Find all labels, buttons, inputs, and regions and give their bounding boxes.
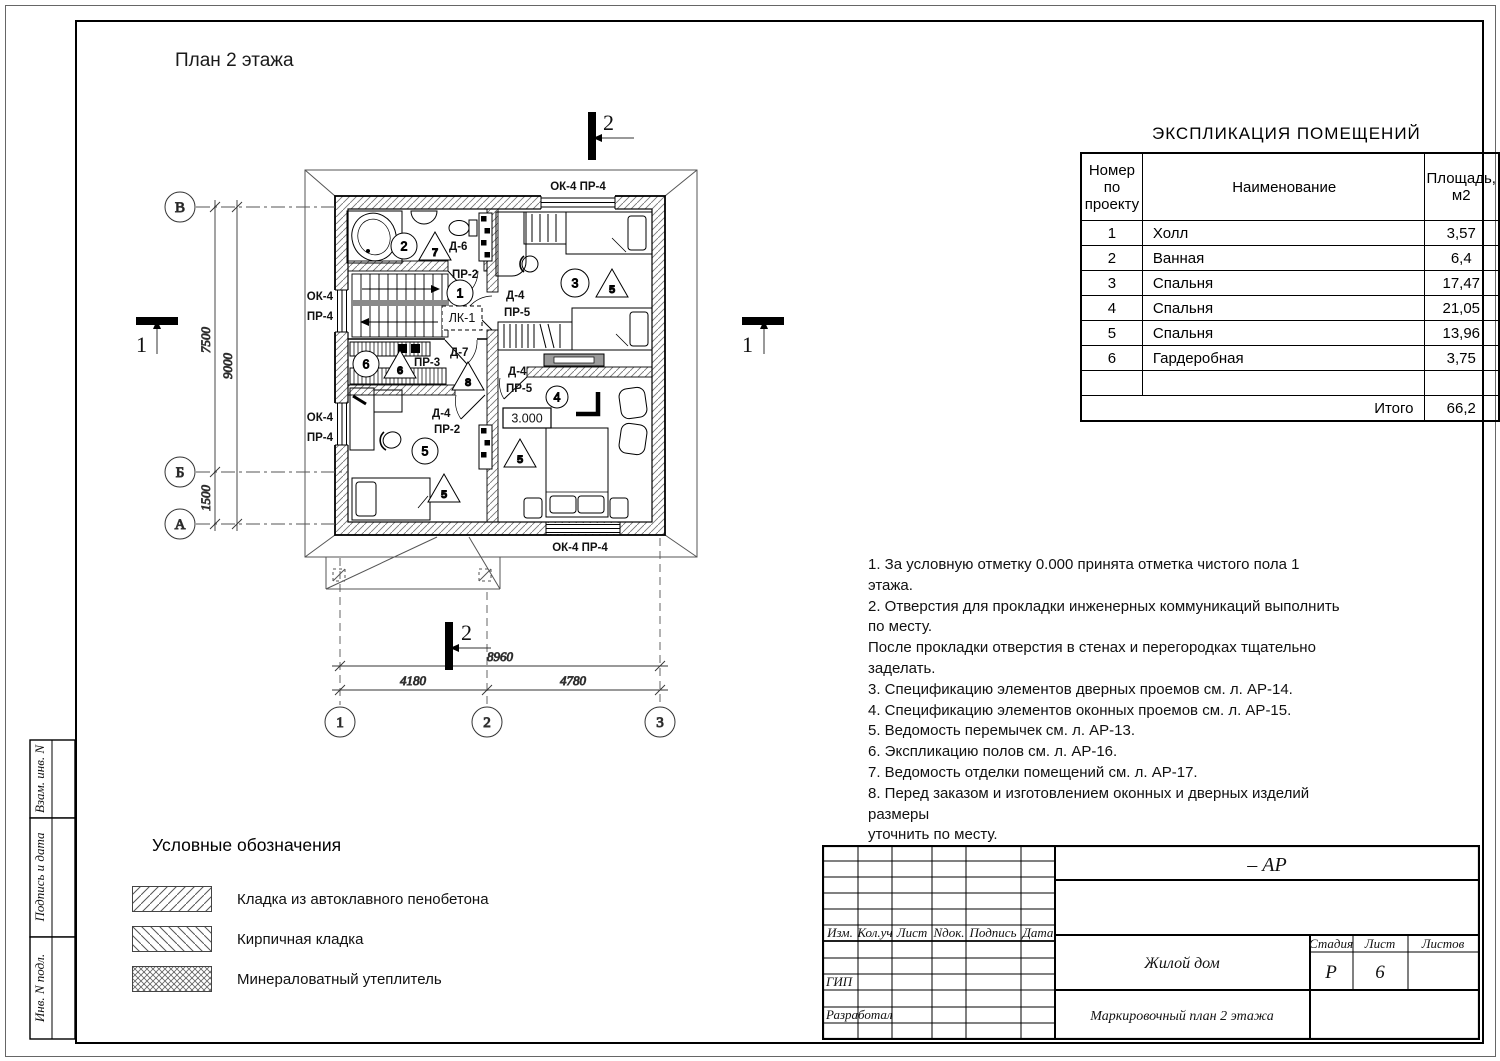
stage-label: Стадия bbox=[1308, 936, 1354, 951]
note-line: 1. За условную отметку 0.000 принята отметка чистого пола 1 этажа. bbox=[868, 556, 1300, 594]
table-row bbox=[1081, 321, 1499, 346]
note-line: 4. Спецификацию элементов оконных проемов см. л. АР-15. bbox=[868, 701, 1292, 719]
total-value: 66,2 bbox=[1424, 396, 1499, 422]
lintel-label: ПР-2 bbox=[452, 269, 479, 281]
total-label: Итого bbox=[1081, 396, 1424, 422]
lintel-label: ПР-2 bbox=[434, 424, 461, 436]
lintel-label: ПР-4 bbox=[306, 311, 333, 323]
table-total-row bbox=[1081, 396, 1499, 422]
floor-type: 8 bbox=[464, 377, 472, 389]
document-code: – АР bbox=[1247, 854, 1287, 876]
dim-7500: 7500 bbox=[198, 327, 213, 353]
room-number: 2 bbox=[400, 239, 408, 254]
note-line: 3. Спецификацию элементов дверных проемов см. л. АР-14. bbox=[868, 680, 1293, 698]
cell-number: 3 bbox=[1081, 271, 1142, 296]
table-header-row bbox=[1081, 153, 1499, 221]
note-line: 5. Ведомость перемычек см. л. АР-13. bbox=[868, 722, 1136, 740]
bed bbox=[572, 308, 652, 350]
toilet-tank bbox=[469, 220, 477, 236]
sheets-label: Листов bbox=[1421, 936, 1465, 951]
cell-area: 13,96 bbox=[1424, 321, 1499, 346]
lintel-label: ПР-5 bbox=[504, 307, 531, 319]
armchair bbox=[618, 422, 648, 455]
note-line: 7. Ведомость отделки помещений см. л. АР-17. bbox=[868, 763, 1198, 781]
window-bottom bbox=[546, 522, 620, 535]
lintel-label: ПР-5 bbox=[506, 383, 533, 395]
dim-1500: 1500 bbox=[198, 485, 213, 511]
axis-label: Б bbox=[175, 465, 185, 481]
note-line: После прокладки отверстия в стенах и перегородках тщательно заделать. bbox=[868, 639, 1316, 677]
role-developer: Разработал bbox=[826, 1007, 893, 1022]
page-title: План 2 этажа bbox=[175, 50, 294, 71]
document-title: Маркировочный план 2 этажа bbox=[1090, 1009, 1274, 1024]
bathtub bbox=[346, 207, 403, 266]
stamp-inv-podl: Инв. N подл. bbox=[32, 953, 47, 1023]
cell-area bbox=[1424, 371, 1499, 396]
section-number: 1 bbox=[136, 332, 147, 357]
window-label: ОК-4 ПР-4 bbox=[550, 181, 606, 193]
col-header-area: Площадь, м2 bbox=[1424, 153, 1499, 221]
clothes-rack bbox=[498, 322, 572, 350]
axis-label: А bbox=[174, 517, 186, 533]
room-number: 5 bbox=[421, 444, 429, 459]
table-row bbox=[1081, 296, 1499, 321]
cell-name: Холл bbox=[1142, 221, 1424, 246]
section-number: 2 bbox=[461, 620, 472, 645]
cell-area: 3,75 bbox=[1424, 346, 1499, 371]
sheet-label: Лист bbox=[1364, 936, 1396, 951]
legend-item-label: Минераловатный утеплитель bbox=[237, 971, 442, 988]
cell-name: Спальня bbox=[1142, 271, 1424, 296]
cell-name: Ванная bbox=[1142, 246, 1424, 271]
dim-9000: 9000 bbox=[220, 353, 235, 379]
door-label: Д-4 bbox=[508, 366, 527, 378]
stamp-vzam-inv: Взам. инв. N bbox=[32, 744, 47, 814]
double-bed bbox=[546, 428, 608, 517]
legend-item-label: Кирпичная кладка bbox=[237, 931, 364, 948]
bed bbox=[566, 212, 652, 254]
door-label: Д-6 bbox=[449, 241, 468, 253]
floor-type: 5 bbox=[608, 284, 616, 296]
hatch-swatch-mineral-wool bbox=[132, 966, 212, 992]
project-name: Жилой дом bbox=[1144, 955, 1220, 972]
dim-4780: 4780 bbox=[560, 673, 586, 688]
floor-type: 5 bbox=[440, 489, 448, 501]
room-number: 4 bbox=[553, 390, 561, 405]
cell-number: 4 bbox=[1081, 296, 1142, 321]
legend-title: Условные обозначения bbox=[152, 835, 342, 855]
window-left-2 bbox=[334, 403, 350, 445]
cell-number: 2 bbox=[1081, 246, 1142, 271]
door-label: Д-4 bbox=[506, 290, 525, 302]
general-notes bbox=[868, 555, 1348, 846]
table-row bbox=[1081, 221, 1499, 246]
nightstand bbox=[610, 498, 628, 518]
cell-area: 21,05 bbox=[1424, 296, 1499, 321]
cell-number: 1 bbox=[1081, 221, 1142, 246]
sheet-number: 6 bbox=[1375, 962, 1385, 983]
stairs bbox=[352, 274, 448, 337]
sink bbox=[411, 211, 437, 224]
lintel-label: ПР-3 bbox=[414, 357, 441, 369]
floor-plan bbox=[128, 85, 792, 745]
stove-label: ЛК-1 bbox=[448, 311, 476, 325]
hatch-swatch-aerated-concrete bbox=[132, 886, 212, 912]
bathroom-fixtures bbox=[346, 207, 492, 266]
section-number: 1 bbox=[742, 332, 753, 357]
door-label: Д-4 bbox=[432, 408, 451, 420]
level-mark bbox=[503, 408, 551, 428]
window-label: ОК-4 ПР-4 bbox=[552, 542, 608, 554]
note-line: 2. Отверстия для прокладки инженерных коммуникаций выполнить по месту. bbox=[868, 597, 1340, 636]
note-line: 8. Перед заказом и изготовлением оконных и дверных изделий размеры bbox=[868, 784, 1310, 823]
floor-type: 5 bbox=[516, 454, 524, 466]
porch-roof bbox=[326, 537, 500, 589]
room-number: 1 bbox=[456, 286, 464, 301]
table-row bbox=[1081, 271, 1499, 296]
floor-type: 7 bbox=[431, 247, 439, 259]
col-header-number: Номер по проекту bbox=[1081, 153, 1142, 221]
outer-walls bbox=[335, 196, 665, 535]
axis-label: В bbox=[174, 200, 186, 216]
level-value: 3.000 bbox=[511, 411, 543, 426]
cell-area: 17,47 bbox=[1424, 271, 1499, 296]
stamp-podpis-data: Подпись и дата bbox=[32, 832, 47, 922]
floor-type: 6 bbox=[396, 365, 404, 377]
axis-label: 2 bbox=[483, 715, 491, 731]
room4-furniture bbox=[524, 386, 648, 518]
door-label: Д-7 bbox=[450, 347, 469, 359]
hatch-swatch-brick bbox=[132, 926, 212, 952]
nightstand bbox=[524, 498, 542, 518]
toilet bbox=[449, 221, 469, 236]
cell-name bbox=[1142, 371, 1424, 396]
title-block bbox=[822, 845, 1480, 1040]
desk bbox=[496, 212, 526, 276]
window-label: ОК-4 bbox=[306, 291, 333, 303]
cell-area: 6,4 bbox=[1424, 246, 1499, 271]
window-top bbox=[541, 195, 615, 211]
section-number: 2 bbox=[603, 110, 614, 135]
col-ndok: Nдок. bbox=[933, 925, 965, 940]
col-header-name: Наименование bbox=[1142, 153, 1424, 221]
col-list: Лист bbox=[896, 925, 928, 940]
table-row bbox=[1081, 346, 1499, 371]
col-data: Дата bbox=[1022, 925, 1054, 940]
cell-number: 5 bbox=[1081, 321, 1142, 346]
note-line: уточнить по месту. bbox=[868, 826, 998, 844]
col-podpis: Подпись bbox=[969, 925, 1017, 940]
window-left-1 bbox=[334, 290, 350, 332]
cell-name: Спальня bbox=[1142, 296, 1424, 321]
window-label: ОК-4 bbox=[306, 412, 333, 424]
cell-name: Гардеробная bbox=[1142, 346, 1424, 371]
chair bbox=[522, 256, 538, 272]
cell-name: Спальня bbox=[1142, 321, 1424, 346]
role-gip: ГИП bbox=[826, 974, 853, 989]
room-number: 3 bbox=[571, 276, 579, 291]
side-stamp bbox=[28, 738, 78, 1042]
note-line: 6. Экспликацию полов см. л. АР-16. bbox=[868, 743, 1118, 761]
explication-table bbox=[1080, 152, 1500, 422]
armchair bbox=[618, 386, 648, 419]
dimensions-left bbox=[198, 200, 242, 531]
col-koluch: Кол.уч bbox=[857, 925, 893, 940]
explication-title: ЭКСПЛИКАЦИЯ ПОМЕЩЕНИЙ bbox=[1152, 124, 1421, 143]
dimensions-bottom bbox=[332, 649, 668, 695]
legend-item-label: Кладка из автоклавного пенобетона bbox=[237, 891, 489, 908]
lintel-label: ПР-4 bbox=[306, 432, 333, 444]
cell-number bbox=[1081, 371, 1142, 396]
dresser bbox=[524, 212, 566, 244]
dim-8960: 8960 bbox=[487, 649, 513, 664]
stage-value: Р bbox=[1325, 962, 1337, 983]
table-row bbox=[1081, 246, 1499, 271]
table-row bbox=[1081, 371, 1499, 396]
cell-number: 6 bbox=[1081, 346, 1142, 371]
axis-label: 1 bbox=[336, 715, 344, 731]
room-number: 6 bbox=[362, 357, 370, 372]
axis-label: 3 bbox=[656, 715, 664, 731]
dim-4180: 4180 bbox=[400, 673, 426, 688]
col-izm: Изм. bbox=[827, 925, 853, 940]
bed bbox=[352, 478, 430, 520]
flue-mark bbox=[576, 392, 598, 414]
cell-area: 3,57 bbox=[1424, 221, 1499, 246]
vent-shaft-2 bbox=[479, 425, 492, 469]
